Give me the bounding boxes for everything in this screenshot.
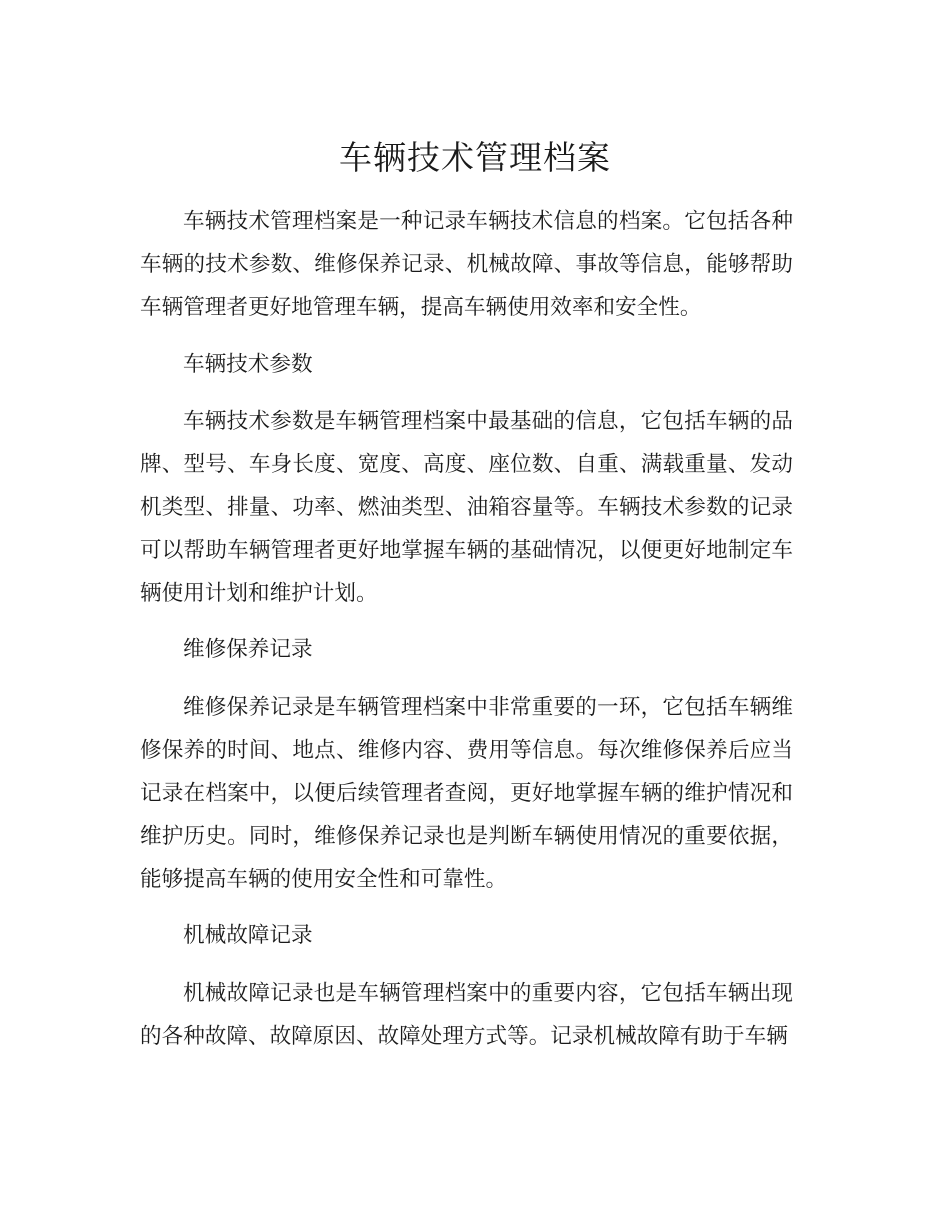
faults-paragraph: 机械故障记录也是车辆管理档案中的重要内容，它包括车辆出现的各种故障、故障原因、故障处理方式等。记录机械故障有助于车辆: [140, 981, 793, 1049]
section-heading-maintenance: 维修保养记录: [183, 637, 313, 662]
document-title: 车辆技术管理档案: [339, 138, 611, 177]
section-heading-tech-params: 车辆技术参数: [183, 352, 313, 377]
tech-params-paragraph: 车辆技术参数是车辆管理档案中最基础的信息，它包括车辆的品牌、型号、车身长度、宽度、高度、座位数、自重、满载重量、发动机类型、排量、功率、燃油类型、油箱容量等。车辆技术参数的记录可以帮助车辆管理者更好地掌握车辆的基础情况，以便更好地制定车辆使用计划和维护计划。: [140, 409, 793, 606]
maintenance-paragraph: 维修保养记录是车辆管理档案中非常重要的一环，它包括车辆维修保养的时间、地点、维修内容、费用等信息。每次维修保养后应当记录在档案中，以便后续管理者查阅，更好地掌握车辆的维护情况和维护历史。同时，维修保养记录也是判断车辆使用情况的重要依据，能够提高车辆的使用安全性和可靠性。: [140, 695, 793, 892]
section-heading-faults: 机械故障记录: [183, 923, 313, 948]
intro-paragraph: 车辆技术管理档案是一种记录车辆技术信息的档案。它包括各种车辆的技术参数、维修保养记录、机械故障、事故等信息，能够帮助车辆管理者更好地管理车辆，提高车辆使用效率和安全性。: [140, 209, 793, 320]
